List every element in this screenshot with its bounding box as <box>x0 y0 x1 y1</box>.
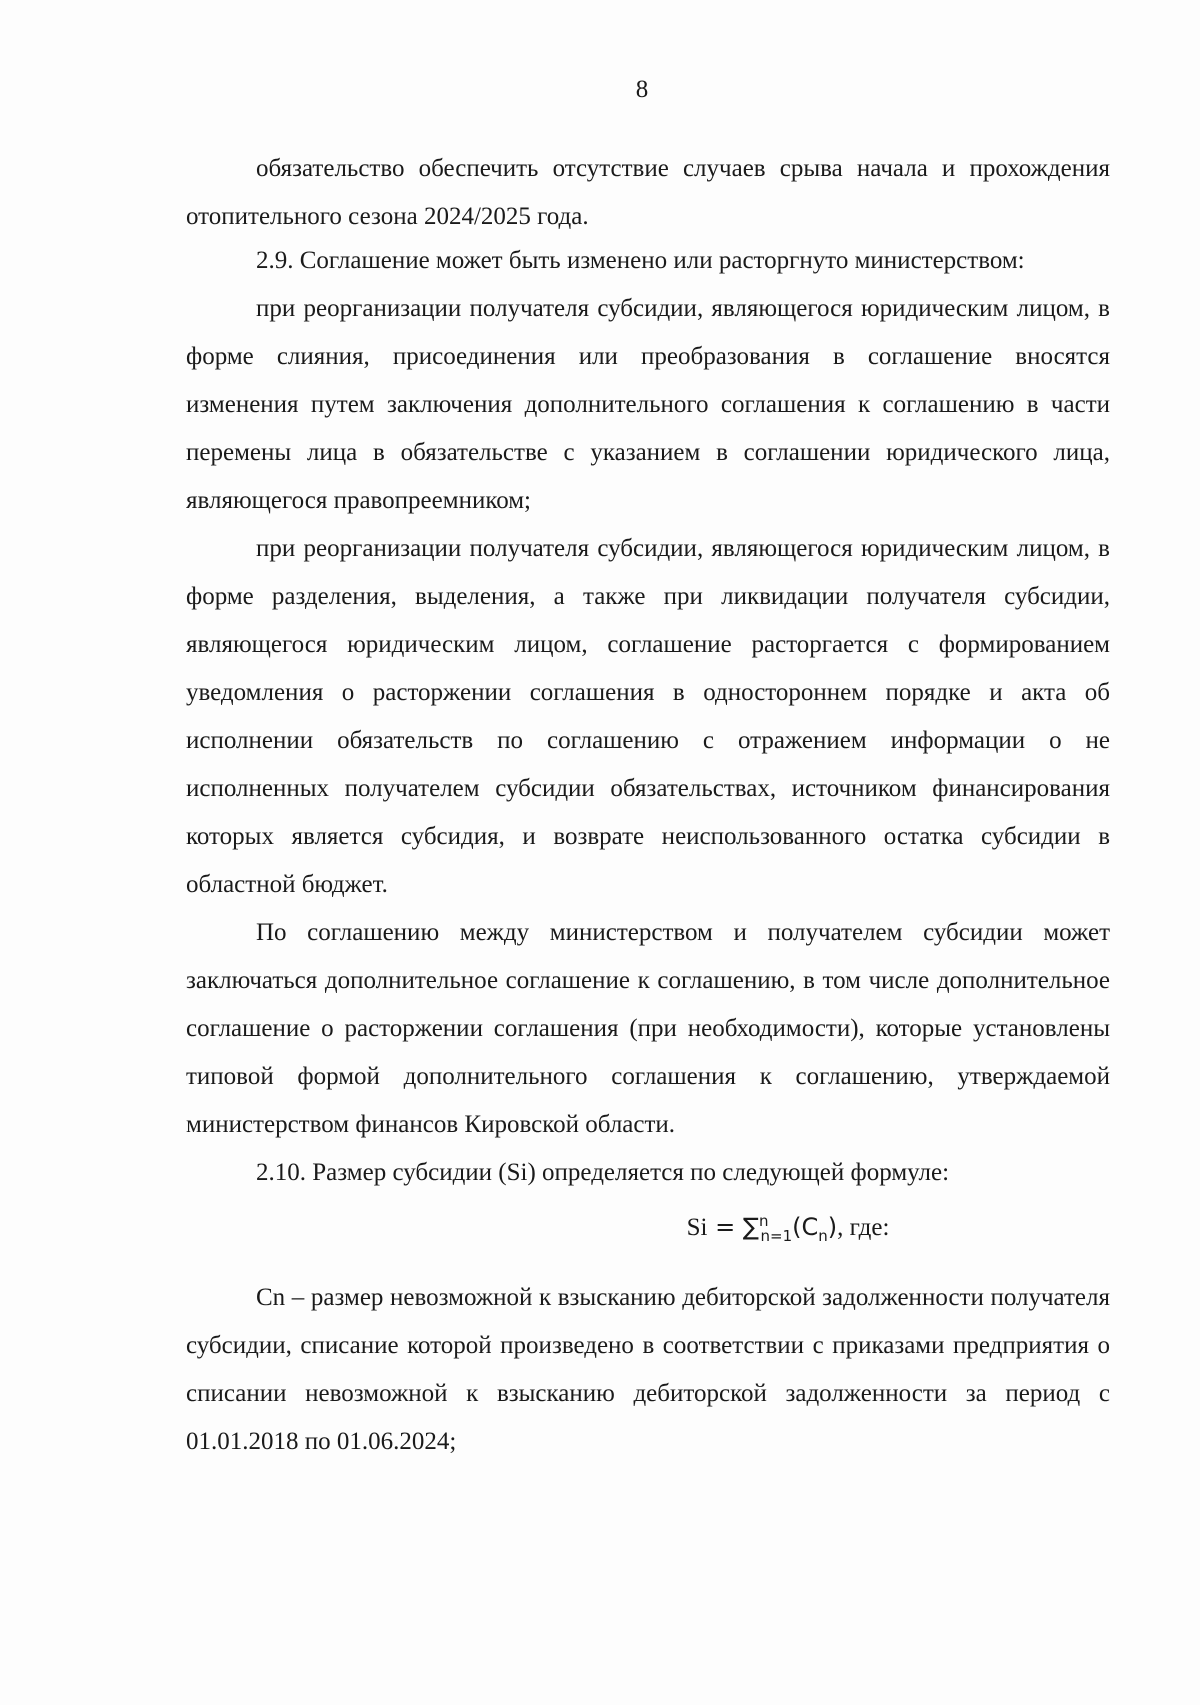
paragraph-additional-agreement: По соглашению между министерством и получателем субсидии может заключаться дополнительное соглашение к соглашению, в том числе дополнительное соглашение о расторжении соглашения (при необходимости), которые установлены типовой формой дополнительного соглашения к соглашению, утверждаемой министерством финансов Кировской области. <box>186 919 1110 1138</box>
document-body <box>186 145 1110 1466</box>
formula-equals: = <box>707 1213 743 1241</box>
formula-sum-lower: n=1 <box>760 1226 793 1245</box>
formula-open: (C <box>792 1213 819 1241</box>
formula-close: ) <box>827 1213 838 1241</box>
paragraph-cn-definition: Cn – размер невозможной к взысканию дебиторской задолженности получателя субсидии, списание которой произведено в соответствии с приказами предприятия о списании невозможной к взысканию дебиторской задолженности за период с 01.01.2018 по 01.06.2024; <box>186 1283 1110 1455</box>
formula-sum-symbol: ∑ <box>742 1213 759 1241</box>
formula-term-sub: n <box>818 1226 828 1245</box>
paragraph-division-liquidation: при реорганизации получателя субсидии, являющегося юридическим лицом, в форме разделения, выделения, а также при ликвидации получателя субсидии, являющегося юридическим лицом, соглашение расторгается с формированием уведомления о расторжении соглашения в одностороннем порядке и акта об исполнении обязательств по соглашению с отражением информации о не исполненных получателем субсидии обязательствах, источником финансирования которых является субсидия, и возврате неиспользованного остатка субсидии в областной бюджет. <box>186 535 1110 898</box>
paragraph-2-10: 2.10. Размер субсидии (Si) определяется по следующей формуле: <box>256 1159 950 1186</box>
paragraph-obligation: обязательство обеспечить отсутствие случаев срыва начала и прохождения отопительного сезона 2024/2025 года. <box>186 155 1110 230</box>
paragraph-merger-reorganization: при реорганизации получателя субсидии, являющегося юридическим лицом, в форме слияния, присоединения или преобразования в соглашение вносятся изменения путем заключения дополнительного соглашения к соглашению в части перемены лица в обязательстве с указанием в соглашении юридического лица, являющегося правопреемником; <box>186 295 1110 514</box>
formula-lhs: Si <box>686 1214 708 1241</box>
paragraph-2-9: 2.9. Соглашение может быть изменено или расторгнуто министерством: <box>256 247 1025 274</box>
formula-tail: , где: <box>837 1214 890 1241</box>
formula-sum-upper: n <box>758 1212 769 1230</box>
page-number: 8 <box>635 76 649 103</box>
subsidy-formula <box>466 1197 1110 1260</box>
